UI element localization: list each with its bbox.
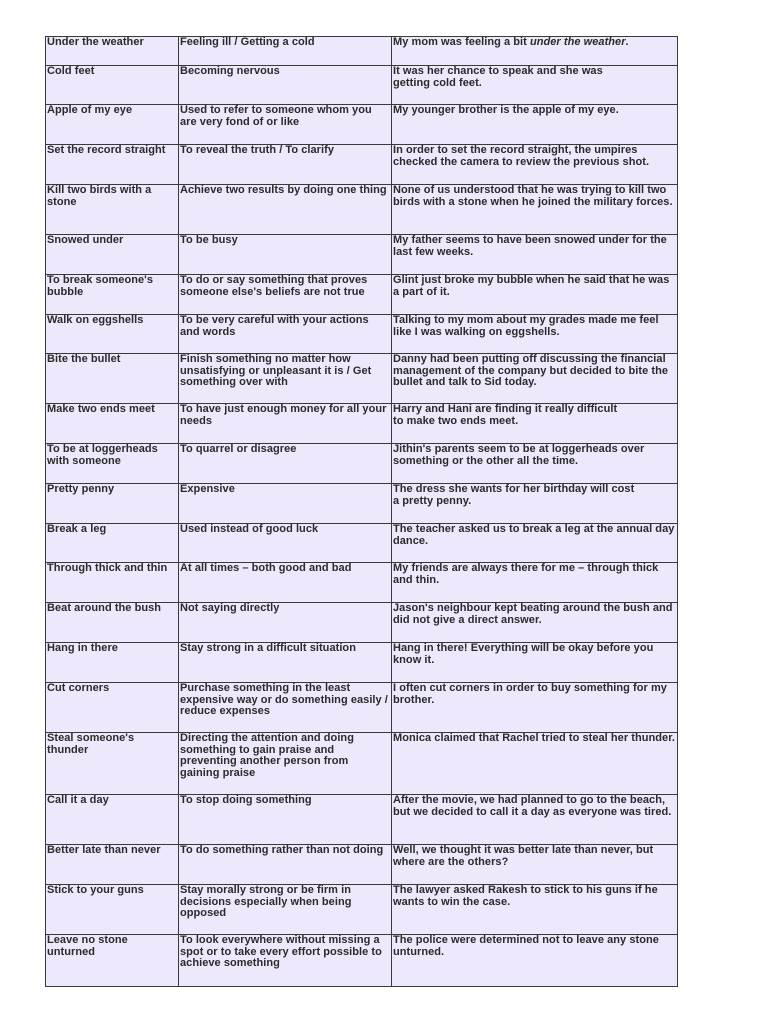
example-cell: My younger brother is the apple of my eye. — [392, 105, 678, 145]
idiom-cell: Walk on eggshells — [46, 315, 179, 354]
idiom-cell: Pretty penny — [46, 484, 179, 524]
example-cell: None of us understood that he was trying to kill two birds with a stone when he joined the military forces. — [392, 185, 678, 235]
meaning-cell: Directing the attention and doing something to gain praise and preventing another person from gaining praise — [179, 733, 392, 795]
idiom-cell: Cold feet — [46, 66, 179, 105]
idiom-cell: Apple of my eye — [46, 105, 179, 145]
meaning-cell: To be very careful with your actions and words — [179, 315, 392, 354]
meaning-cell: To be busy — [179, 235, 392, 275]
example-cell — [392, 37, 678, 66]
example-cell: Harry and Hani are finding it really difficult to make two ends meet. — [392, 404, 678, 444]
idiom-cell: To break someone's bubble — [46, 275, 179, 315]
example-cell: I often cut corners in order to buy something for my brother. — [392, 683, 678, 733]
meaning-cell: Becoming nervous — [179, 66, 392, 105]
example-cell: Jason's neighbour kept beating around the bush and did not give a direct answer. — [392, 603, 678, 643]
table-row — [46, 524, 678, 563]
meaning-cell: Not saying directly — [179, 603, 392, 643]
meaning-cell: Stay strong in a difficult situation — [179, 643, 392, 683]
example-text-end: . — [625, 36, 629, 48]
idiom-cell: Steal someone's thunder — [46, 733, 179, 795]
table-row — [46, 935, 678, 987]
idioms-table — [45, 36, 678, 987]
example-cell: My father seems to have been snowed under for the last few weeks. — [392, 235, 678, 275]
meaning-cell: Stay morally strong or be firm in decisions especially when being opposed — [179, 885, 392, 935]
example-cell: It was her chance to speak and she was getting cold feet. — [392, 66, 678, 105]
example-cell: The lawyer asked Rakesh to stick to his guns if he wants to win the case. — [392, 885, 678, 935]
table-row — [46, 66, 678, 105]
example-cell: Danny had been putting off discussing the financial management of the company but decided to bite the bullet and talk to Sid today. — [392, 354, 678, 404]
example-cell: The teacher asked us to break a leg at the annual day dance. — [392, 524, 678, 563]
table-row — [46, 404, 678, 444]
meaning-cell: At all times – both good and bad — [179, 563, 392, 603]
table-row — [46, 145, 678, 185]
example-cell: Talking to my mom about my grades made me feel like I was walking on eggshells. — [392, 315, 678, 354]
example-cell: Hang in there! Everything will be okay before you know it. — [392, 643, 678, 683]
table-row — [46, 885, 678, 935]
idiom-cell: To be at loggerheads with someone — [46, 444, 179, 484]
table-row — [46, 603, 678, 643]
meaning-cell: To reveal the truth / To clarify — [179, 145, 392, 185]
idiom-cell: Snowed under — [46, 235, 179, 275]
table-row — [46, 185, 678, 235]
table-row — [46, 683, 678, 733]
example-text-italic: under the weather — [529, 36, 626, 48]
table-row — [46, 733, 678, 795]
table-row — [46, 845, 678, 885]
example-cell: My friends are always there for me – through thick and thin. — [392, 563, 678, 603]
meaning-cell: To have just enough money for all your needs — [179, 404, 392, 444]
idiom-cell: Through thick and thin — [46, 563, 179, 603]
table-row — [46, 235, 678, 275]
idiom-cell: Beat around the bush — [46, 603, 179, 643]
meaning-cell: To do something rather than not doing — [179, 845, 392, 885]
idiom-cell: Hang in there — [46, 643, 179, 683]
table-row — [46, 105, 678, 145]
meaning-cell: Purchase something in the least expensive way or do something easily / reduce expenses — [179, 683, 392, 733]
idiom-cell: Bite the bullet — [46, 354, 179, 404]
meaning-cell: Used to refer to someone whom you are very fond of or like — [179, 105, 392, 145]
idiom-cell: Leave no stone unturned — [46, 935, 179, 987]
idiom-cell: Cut corners — [46, 683, 179, 733]
meaning-cell: Finish something no matter how unsatisfying or unpleasant it is / Get something over with — [179, 354, 392, 404]
table-row — [46, 643, 678, 683]
idiom-cell: Stick to your guns — [46, 885, 179, 935]
meaning-cell: Used instead of good luck — [179, 524, 392, 563]
example-cell: Glint just broke my bubble when he said that he was a part of it. — [392, 275, 678, 315]
meaning-cell: Feeling ill / Getting a cold — [179, 37, 392, 66]
table-row — [46, 484, 678, 524]
idioms-table-body — [46, 37, 678, 987]
meaning-cell: Achieve two results by doing one thing — [179, 185, 392, 235]
meaning-cell: To quarrel or disagree — [179, 444, 392, 484]
meaning-cell: To look everywhere without missing a spot or to take every effort possible to achieve something — [179, 935, 392, 987]
example-cell: In order to set the record straight, the umpires checked the camera to review the previous shot. — [392, 145, 678, 185]
example-text-start: My mom was feeling a bit — [393, 36, 530, 48]
table-row — [46, 354, 678, 404]
idiom-cell: Break a leg — [46, 524, 179, 563]
idiom-cell: Make two ends meet — [46, 404, 179, 444]
idiom-cell: Call it a day — [46, 795, 179, 845]
idiom-cell: Under the weather — [46, 37, 179, 66]
table-row — [46, 795, 678, 845]
meaning-cell: To do or say something that proves someone else's beliefs are not true — [179, 275, 392, 315]
example-cell: Well, we thought it was better late than never, but where are the others? — [392, 845, 678, 885]
meaning-cell: Expensive — [179, 484, 392, 524]
table-row — [46, 315, 678, 354]
idiom-cell: Better late than never — [46, 845, 179, 885]
table-row — [46, 563, 678, 603]
idiom-cell: Kill two birds with a stone — [46, 185, 179, 235]
example-cell: Jithin's parents seem to be at loggerheads over something or the other all the time. — [392, 444, 678, 484]
idiom-cell: Set the record straight — [46, 145, 179, 185]
example-cell: After the movie, we had planned to go to the beach, but we decided to call it a day as everyone was tired. — [392, 795, 678, 845]
example-cell: The police were determined not to leave any stone unturned. — [392, 935, 678, 987]
example-cell: Monica claimed that Rachel tried to steal her thunder. — [392, 733, 678, 795]
table-row — [46, 275, 678, 315]
table-row — [46, 37, 678, 66]
table-row — [46, 444, 678, 484]
example-cell: The dress she wants for her birthday will cost a pretty penny. — [392, 484, 678, 524]
meaning-cell: To stop doing something — [179, 795, 392, 845]
